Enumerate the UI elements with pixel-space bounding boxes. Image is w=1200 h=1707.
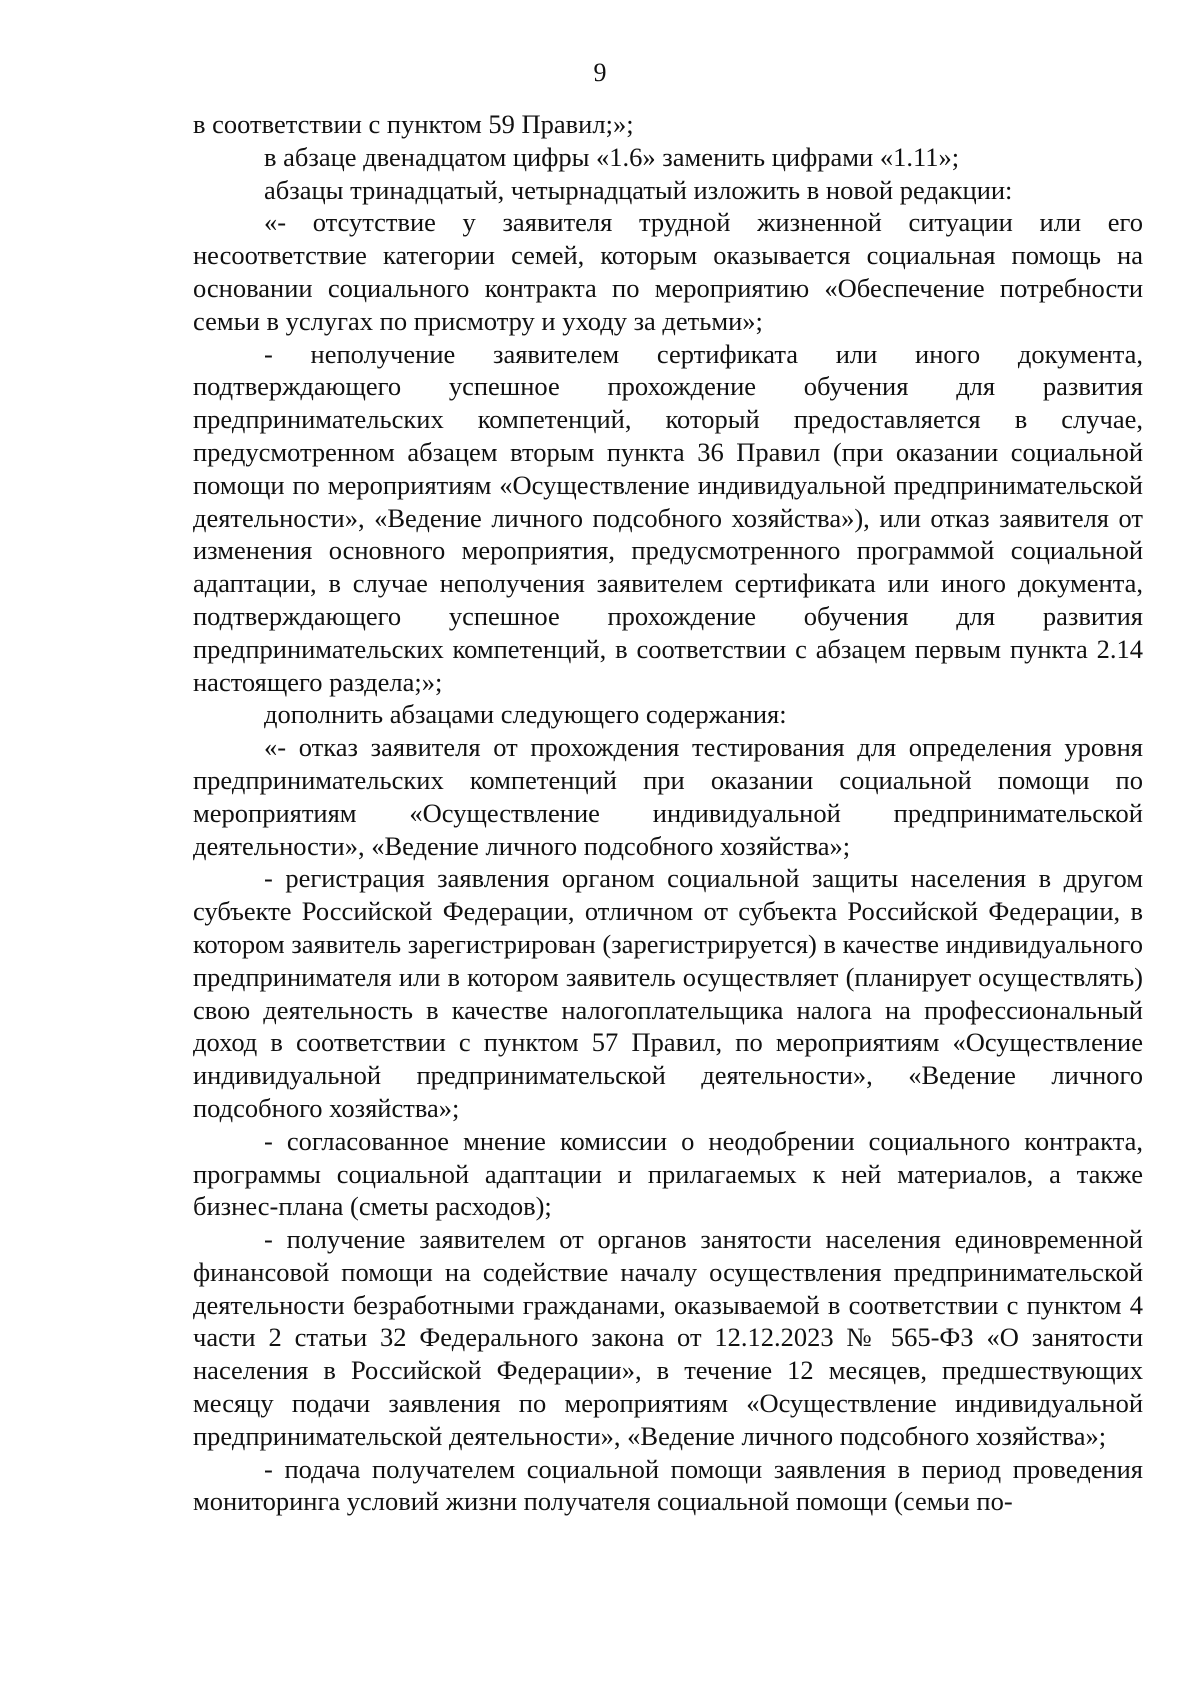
- paragraph-10: - получение заявителем от органов занятости населения единовременной финансовой помощи на содействие началу осуществления предпринимательской деятельности безработными гражданами, оказываемой в соответствии с пунктом 4 части 2 статьи 32 Федерального закона от 12.12.2023 № 565-ФЗ «О занятости населения в Российской Федерации», в течение 12 месяцев, предшествующих месяцу подачи заявления по мероприятиям «Осуществление индивидуальной предпринимательской деятельности», «Ведение личного подсобного хозяйства»;: [193, 1224, 1143, 1451]
- paragraph-8: - регистрация заявления органом социальной защиты населения в другом субъекте Российской Федерации, отличном от субъекта Российской Федерации, в котором заявитель зарегистрирован (зарегистрируется) в качестве индивидуального предпринимателя или в котором заявитель осуществляет (планирует осуществлять) свою деятельность в качестве налогоплательщика налога на профессиональный доход в соответствии с пунктом 57 Правил, по мероприятиям «Осуществление индивидуальной предпринимательской деятельности», «Ведение личного подсобного хозяйства»;: [193, 863, 1143, 1123]
- paragraph-6: дополнить абзацами следующего содержания:: [264, 699, 787, 730]
- paragraph-4: «- отсутствие у заявителя трудной жизненной ситуации или его несоответствие категории семей, которым оказывается социальная помощь на основании социального контракта по мероприятию «Обеспечение потребности семьи в услугах по присмотру и уходу за детьми»;: [193, 207, 1143, 336]
- paragraph-3: абзацы тринадцатый, четырнадцатый изложить в новой редакции:: [264, 174, 1013, 205]
- page-number: 9: [593, 58, 607, 87]
- paragraph-9: - согласованное мнение комиссии о неодобрении социального контракта, программы социальной адаптации и прилагаемых к ней материалов, а также бизнес-плана (сметы расходов);: [193, 1125, 1143, 1222]
- paragraph-2: в абзаце двенадцатом цифры «1.6» заменить цифрами «1.11»;: [264, 141, 960, 172]
- paragraph-5: - неполучение заявителем сертификата или иного документа, подтверждающего успешное прохождение обучения для развития предпринимательских компетенций, который предоставляется в случае, предусмотренном абзацем вторым пункта 36 Правил (при оказании социальной помощи по мероприятиям «Осуществление индивидуальной предпринимательской деятельности», «Ведение личного подсобного хозяйства»), или отказ заявителя от изменения основного мероприятия, предусмотренного программой социальной адаптации, в случае неполучения заявителем сертификата или иного документа, подтверждающего успешное прохождение обучения для развития предпринимательских компетенций, в соответствии с абзацем первым пункта 2.14 настоящего раздела;»;: [193, 338, 1143, 697]
- paragraph-11: - подача получателем социальной помощи заявления в период проведения мониторинга условий жизни получателя социальной помощи (семьи по-: [193, 1453, 1143, 1517]
- paragraph-1: в соответствии с пунктом 59 Правил;»;: [193, 109, 634, 139]
- document-body: [193, 108, 1143, 1518]
- paragraph-7: «- отказ заявителя от прохождения тестирования для определения уровня предпринимательских компетенций при оказании социальной помощи по мероприятиям «Осуществление индивидуальной предпринимательской деятельности», «Ведение личного подсобного хозяйства»;: [193, 732, 1143, 861]
